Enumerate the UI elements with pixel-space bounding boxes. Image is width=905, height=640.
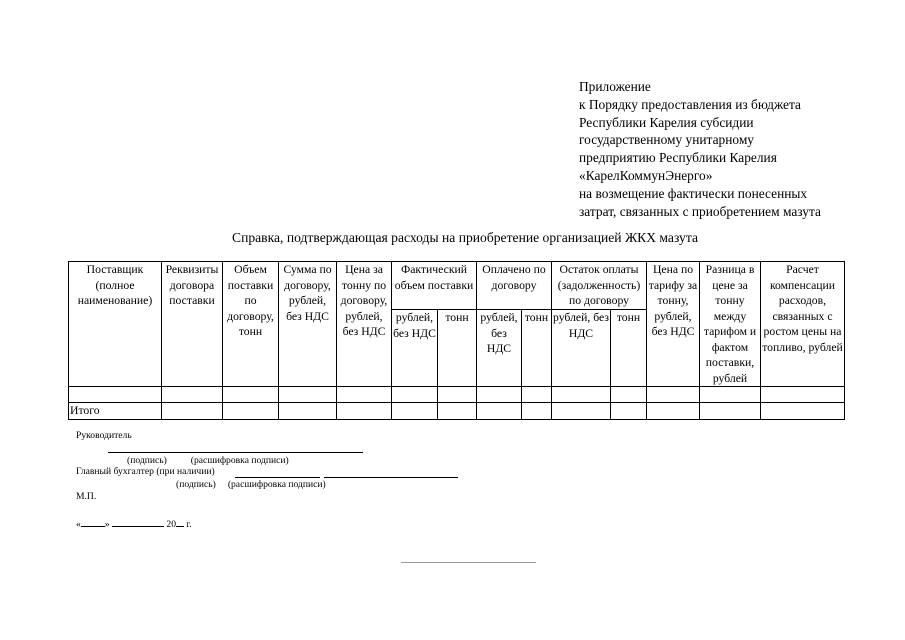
accountant-name-line[interactable] (324, 477, 458, 478)
table-cell[interactable] (522, 403, 552, 420)
total-label: Итого (69, 403, 162, 420)
table-cell[interactable] (700, 387, 761, 403)
annex-line: на возмещение фактически понесенных (579, 185, 808, 201)
annex-line: Приложение (579, 79, 651, 94)
table-cell[interactable] (611, 387, 647, 403)
table-cell[interactable] (223, 403, 279, 420)
table-cell[interactable] (438, 403, 477, 420)
table-cell[interactable] (392, 387, 438, 403)
subheader-tons: тонн (522, 310, 552, 387)
date-month-blank[interactable] (112, 516, 164, 527)
date-open-quote: « (76, 519, 81, 530)
document-title: Справка, подтверждающая расходы на приобретение организацией ЖКХ мазута (232, 230, 698, 245)
accountant-label: Главный бухгалтер (при наличии) (76, 466, 215, 477)
subheader-rub-vat: рублей, без НДС (392, 310, 438, 387)
table-cell[interactable] (552, 387, 611, 403)
head-caption: (подпись) (расшифровка подписи) (127, 455, 289, 466)
table-cell[interactable] (337, 387, 392, 403)
annex-line: Республики Карелия субсидии (579, 114, 754, 130)
date-day-blank[interactable] (81, 516, 105, 527)
header-contract-sum: Сумма по договору, рублей, без НДС (279, 262, 337, 387)
table-cell[interactable] (761, 387, 845, 403)
subheader-rub-vat: рублей, без НДС (552, 310, 611, 387)
header-actual-volume: Фактический объем поставки (392, 262, 477, 310)
head-label: Руководитель (76, 430, 132, 441)
expenses-table (68, 261, 845, 420)
table-cell[interactable] (279, 403, 337, 420)
table-cell[interactable] (611, 403, 647, 420)
date-year-blank[interactable] (176, 516, 184, 527)
annex-line: государственному унитарному (579, 132, 754, 148)
date-close-quote: » (104, 519, 110, 530)
table-cell[interactable] (162, 403, 223, 420)
table-cell[interactable] (761, 403, 845, 420)
table-row (69, 387, 845, 403)
header-tariff-price: Цена по тарифу за тонну, рублей, без НДС (647, 262, 700, 387)
subheader-tons: тонн (611, 310, 647, 387)
date-field (76, 516, 192, 530)
header-paid: Оплачено по договору (477, 262, 552, 310)
stamp-label: М.П. (76, 491, 97, 502)
table-cell[interactable] (647, 403, 700, 420)
annex-line: к Порядку предоставления из бюджета (579, 96, 801, 112)
table-cell[interactable] (552, 403, 611, 420)
table-cell[interactable] (69, 387, 162, 403)
table-cell[interactable] (477, 387, 522, 403)
annex-line: предприятию Республики Карелия (579, 150, 777, 166)
annex-block (579, 78, 879, 220)
header-balance: Остаток оплаты (задолженность) по договору (552, 262, 647, 310)
accountant-caption: (подпись) (расшифровка подписи) (176, 479, 326, 490)
annex-line: «КарелКоммунЭнерго» (579, 167, 713, 183)
table-cell[interactable] (337, 403, 392, 420)
table-cell[interactable] (392, 403, 438, 420)
date-year-suffix: г. (186, 519, 192, 530)
header-contract-details: Реквизиты договора поставки (162, 262, 223, 387)
subheader-tons: тонн (438, 310, 477, 387)
accountant-signature-line[interactable] (235, 477, 320, 478)
footer-divider (401, 562, 536, 563)
total-row (69, 403, 845, 420)
table-cell[interactable] (477, 403, 522, 420)
header-price-per-ton: Цена за тонну по договору, рублей, без НДС (337, 262, 392, 387)
table-cell[interactable] (279, 387, 337, 403)
header-supplier: Поставщик (полное наименование) (69, 262, 162, 387)
head-signature-line[interactable] (108, 452, 363, 453)
header-contract-volume: Объем поставки по договору, тонн (223, 262, 279, 387)
table-cell[interactable] (522, 387, 552, 403)
annex-line: затрат, связанных с приобретением мазута (579, 203, 821, 219)
table-cell[interactable] (700, 403, 761, 420)
date-year-prefix: 20 (166, 519, 176, 530)
table-cell[interactable] (223, 387, 279, 403)
table-cell[interactable] (438, 387, 477, 403)
header-compensation: Расчет компенсации расходов, связанных с ростом цены на топливо, рублей (761, 262, 845, 387)
subheader-rub-vat: рублей, без НДС (477, 310, 522, 387)
header-price-difference: Разница в цене за тонну между тарифом и фактом поставки, рублей (700, 262, 761, 387)
table-cell[interactable] (162, 387, 223, 403)
table-cell[interactable] (647, 387, 700, 403)
